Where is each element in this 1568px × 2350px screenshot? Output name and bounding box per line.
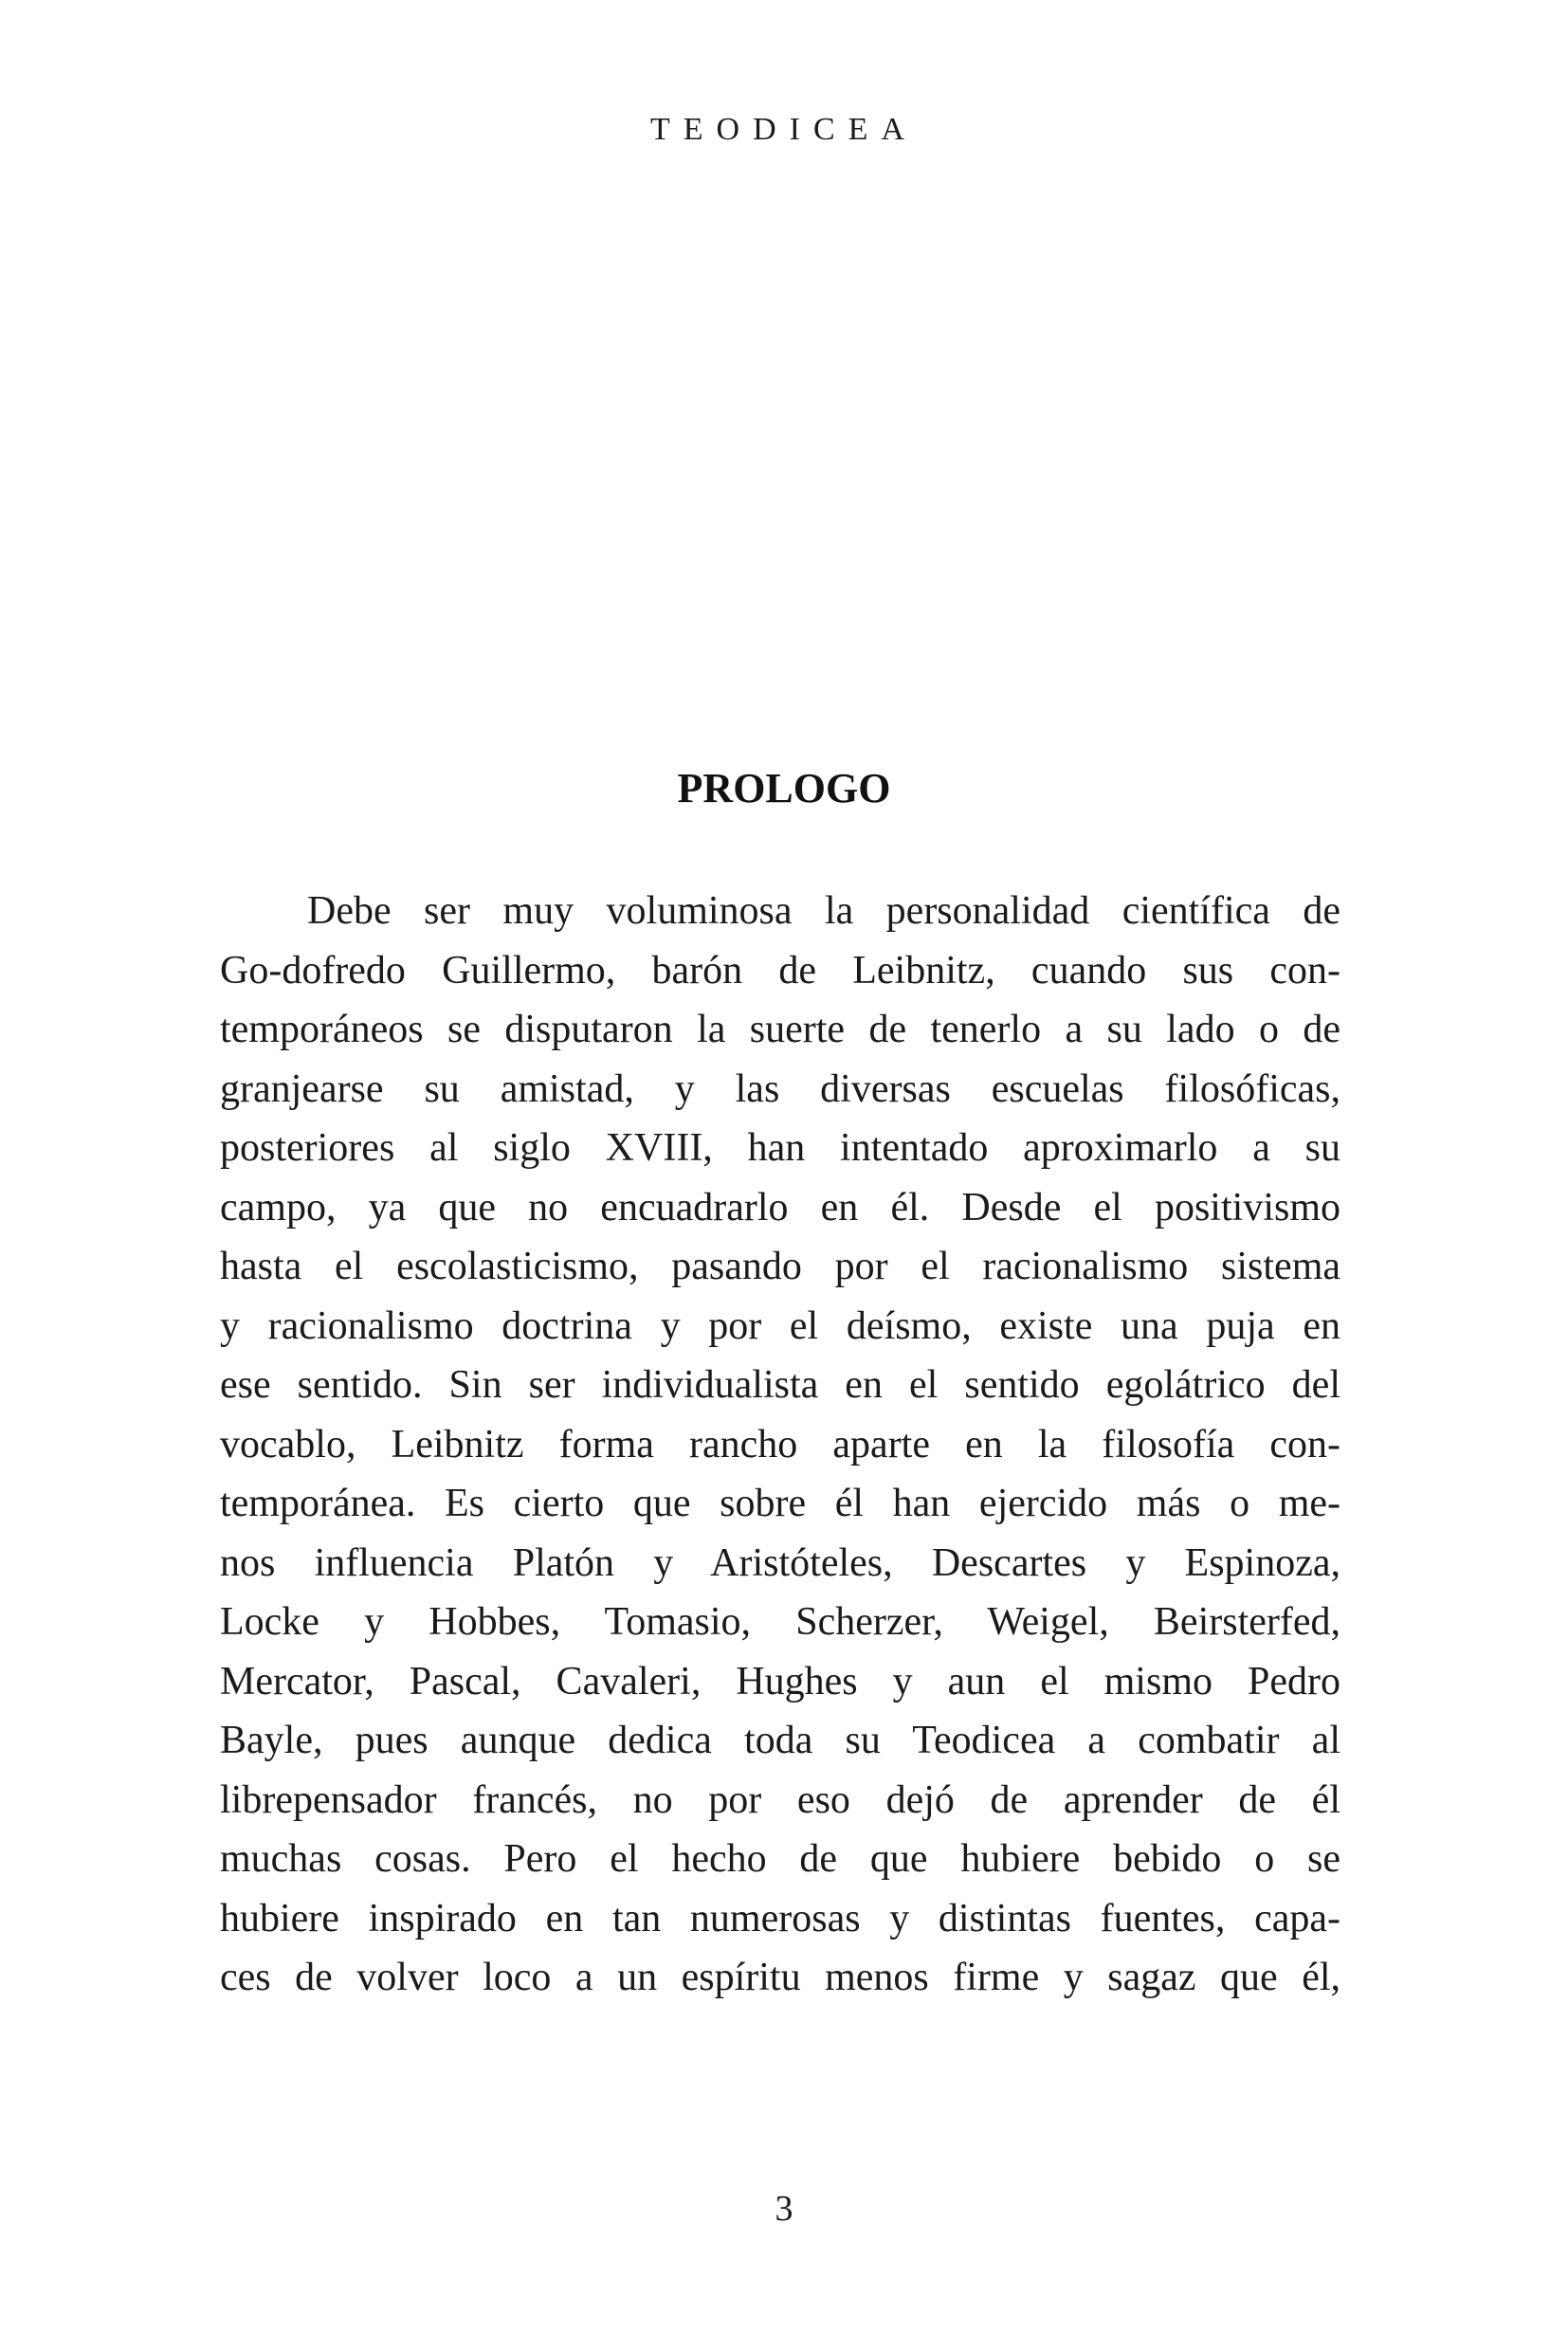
- body-line: ces de volver loco a un espíritu menos firme y sagaz que él,: [220, 1956, 1340, 1999]
- body-line: muchas cosas. Pero el hecho de que hubiere bebido o se: [220, 1837, 1340, 1881]
- body-line: hubiere inspirado en tan numerosas y distintas fuentes, capa-: [220, 1896, 1340, 1940]
- body-line: granjearse su amistad, y las diversas escuelas filosóficas,: [220, 1066, 1340, 1111]
- chapter-title: PROLOGO: [677, 765, 891, 811]
- body-line: librepensador francés, no por eso dejó de aprender de él: [220, 1777, 1340, 1822]
- body-line: Bayle, pues aunque dedica toda su Teodicea a combatir al: [220, 1719, 1340, 1762]
- body-line: posteriores al siglo XVIII, han intentado aproximarlo a su: [220, 1126, 1340, 1170]
- body-line: temporánea. Es cierto que sobre él han ejercido más o me-: [220, 1482, 1340, 1525]
- body-paragraph: [220, 882, 1340, 2008]
- body-line: vocablo, Leibnitz forma rancho aparte en la filosofía con-: [220, 1422, 1340, 1466]
- body-line: nos influencia Platón y Aristóteles, Descartes y Espinoza,: [220, 1540, 1340, 1585]
- body-line: hasta el escolasticismo, pasando por el racionalismo sistema: [220, 1245, 1340, 1288]
- body-line: campo, ya que no encuadrarlo en él. Desde el positivismo: [220, 1185, 1340, 1230]
- body-line: ese sentido. Sin ser individualista en el sentido egolátrico del: [220, 1363, 1340, 1407]
- running-head: TEODICEA: [650, 112, 918, 147]
- body-line: Debe ser muy voluminosa la personalidad científica de: [307, 889, 1340, 933]
- body-line: y racionalismo doctrina y por el deísmo, existe una puja en: [220, 1303, 1340, 1348]
- body-line: temporáneos se disputaron la suerte de tenerlo a su lado o de: [220, 1008, 1340, 1051]
- page-number: 3: [775, 2189, 793, 2229]
- body-line: Mercator, Pascal, Cavaleri, Hughes y aun el mismo Pedro: [220, 1659, 1340, 1703]
- body-line: Go-dofredo Guillermo, barón de Leibnitz, cuando sus con-: [220, 948, 1340, 993]
- body-line: Locke y Hobbes, Tomasio, Scherzer, Weigel, Beirsterfed,: [220, 1600, 1340, 1644]
